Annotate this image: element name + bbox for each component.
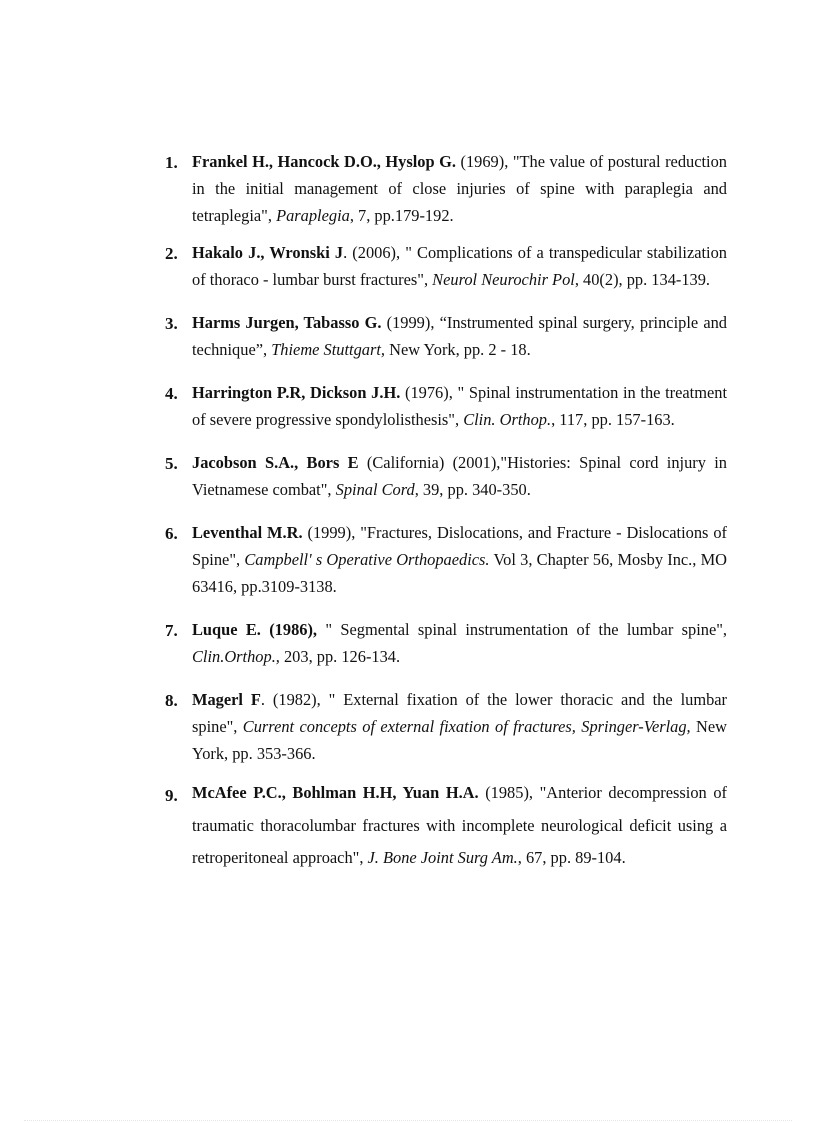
reference-journal: Clin.Orthop., — [192, 647, 280, 666]
reference-number: 3. — [165, 314, 178, 333]
reference-list — [165, 148, 727, 875]
reference-journal: Campbell' s Operative Orthopaedics. — [244, 550, 490, 569]
reference-number: 9. — [165, 786, 178, 805]
reference-journal: Thieme Stuttgart, — [271, 340, 386, 359]
reference-journal: Current concepts of external fixation of fractures, Springer-Verlag, — [242, 717, 691, 736]
reference-tail: , 39, pp. 340-350. — [414, 480, 531, 499]
reference-details: (1999), “Instrumented spinal surgery, principle and technique”, — [192, 313, 727, 359]
reference-journal: J. Bone Joint Surg Am. — [367, 848, 518, 867]
reference-journal: Clin. Orthop. — [463, 410, 552, 429]
reference-item — [165, 686, 727, 767]
reference-authors: Harrington P.R, Dickson J.H. — [192, 383, 401, 402]
reference-number: 4. — [165, 384, 178, 403]
reference-item — [165, 777, 727, 875]
reference-authors: Leventhal M.R. — [192, 523, 303, 542]
reference-details: " Segmental spinal instrumentation of the lumbar spine", — [317, 620, 728, 639]
reference-authors: Hakalo J., Wronski J — [192, 243, 344, 262]
reference-item — [165, 239, 727, 293]
reference-tail: , 7, pp.179-192. — [349, 206, 454, 225]
reference-authors: Magerl F — [192, 690, 261, 709]
reference-tail: New York, pp. 353-366. — [192, 717, 727, 763]
reference-journal: Spinal Cord — [335, 480, 415, 499]
reference-details: . (1982), " External fixation of the lower thoracic and the lumbar spine", — [192, 690, 727, 736]
reference-tail: , 67, pp. 89-104. — [517, 848, 626, 867]
reference-number: 8. — [165, 691, 178, 710]
reference-details: . (2006), " Complications of a transpedicular stabilization of thoraco - lumbar burst fractures", — [192, 243, 727, 289]
reference-journal: Neurol Neurochir Pol — [432, 270, 575, 289]
reference-item — [165, 379, 727, 433]
reference-item — [165, 309, 727, 363]
page-bottom-divider — [24, 1120, 792, 1121]
reference-tail: New York, pp. 2 - 18. — [385, 340, 531, 359]
reference-authors: Frankel H., Hancock D.O., Hyslop G. — [192, 152, 456, 171]
reference-number: 2. — [165, 244, 178, 263]
reference-details: (California) (2001),"Histories: Spinal cord injury in Vietnamese combat", — [192, 453, 728, 499]
reference-number: 7. — [165, 621, 178, 640]
reference-item — [165, 449, 727, 503]
reference-authors: Jacobson S.A., Bors E — [192, 453, 359, 472]
reference-tail: , 117, pp. 157-163. — [551, 410, 675, 429]
reference-authors: McAfee P.C., Bohlman H.H, Yuan H.A. — [192, 783, 479, 802]
reference-number: 6. — [165, 524, 178, 543]
reference-journal: Paraplegia — [276, 206, 350, 225]
reference-details: (1969), "The value of postural reduction in the initial management of close injuries of spine with paraplegia and tetraplegia", — [192, 152, 727, 225]
reference-tail: 203, pp. 126-134. — [279, 647, 401, 666]
reference-authors: Harms Jurgen, Tabasso G. — [192, 313, 382, 332]
reference-item — [165, 616, 727, 670]
reference-item — [165, 519, 727, 600]
reference-authors: Luque E. (1986), — [192, 620, 318, 639]
reference-number: 1. — [165, 153, 178, 172]
reference-number: 5. — [165, 454, 178, 473]
reference-tail: , 40(2), pp. 134-139. — [574, 270, 711, 289]
reference-tail: Vol 3, Chapter 56, Mosby Inc., MO 63416, pp.3109-3138. — [192, 550, 727, 596]
reference-details: (1976), " Spinal instrumentation in the treatment of severe progressive spondylolisthesis", — [192, 383, 727, 429]
reference-item — [165, 148, 727, 229]
reference-details: (1985), "Anterior decompression of traumatic thoracolumbar fractures with incomplete neurological deficit using a retroperitoneal approach", — [192, 783, 727, 867]
reference-details: (1999), "Fractures, Dislocations, and Fracture - Dislocations of Spine", — [192, 523, 727, 569]
